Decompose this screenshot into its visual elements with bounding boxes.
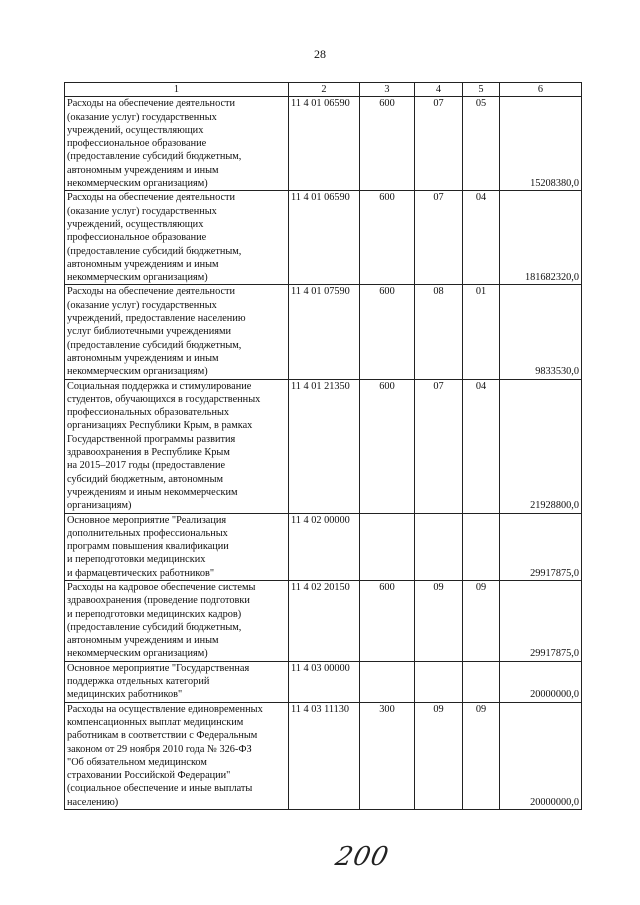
row-subsection — [463, 661, 500, 702]
table-row — [65, 285, 582, 379]
row-expense-type: 300 — [360, 702, 415, 809]
row-target-code: 11 4 02 20150 — [289, 580, 360, 661]
row-expense-type: 600 — [360, 285, 415, 379]
row-section — [415, 661, 463, 702]
column-header: 1 — [65, 83, 289, 97]
table-row — [65, 513, 582, 580]
row-amount: 9833530,0 — [500, 285, 582, 379]
row-target-code: 11 4 01 06590 — [289, 191, 360, 285]
table-row — [65, 661, 582, 702]
row-section: 09 — [415, 702, 463, 809]
row-description: Основное мероприятие "Государственная поддержка отдельных категорий медицинских работников" — [65, 661, 289, 702]
row-amount: 181682320,0 — [500, 191, 582, 285]
row-target-code: 11 4 01 06590 — [289, 97, 360, 191]
row-subsection: 05 — [463, 97, 500, 191]
row-description: Расходы на осуществление единовременных компенсационных выплат медицинским работникам в соответствии с Федеральным законом от 29 ноября 2010 года № 326-ФЗ "Об обязательном медицинском страховании Российской Федерации" (социальное обеспечение и иные выплаты населению) — [65, 702, 289, 809]
table-row — [65, 97, 582, 191]
row-target-code: 11 4 03 00000 — [289, 661, 360, 702]
row-description: Расходы на обеспечение деятельности (оказание услуг) государственных учреждений, осуществляющих профессиональное образование (предоставление субсидий бюджетным, автономным учреждениям и иным некоммерческим организациям) — [65, 97, 289, 191]
row-expense-type — [360, 661, 415, 702]
column-header: 3 — [360, 83, 415, 97]
table-body — [65, 97, 582, 810]
table-row — [65, 379, 582, 513]
column-header: 6 — [500, 83, 582, 97]
row-description: Расходы на обеспечение деятельности (оказание услуг) государственных учреждений, предоставление населению услуг библиотечными учреждениями (предоставление субсидий бюджетным, автономным учреждениям и иным некоммерческим организациям) — [65, 285, 289, 379]
table-header-row — [65, 83, 582, 97]
row-amount: 29917875,0 — [500, 513, 582, 580]
row-amount: 20000000,0 — [500, 702, 582, 809]
row-amount: 21928800,0 — [500, 379, 582, 513]
column-header: 4 — [415, 83, 463, 97]
row-section: 09 — [415, 580, 463, 661]
table-row — [65, 702, 582, 809]
row-target-code: 11 4 01 07590 — [289, 285, 360, 379]
row-section: 07 — [415, 97, 463, 191]
budget-table — [64, 82, 582, 810]
handwritten-page-mark: 200 — [332, 842, 392, 872]
row-description: Расходы на обеспечение деятельности (оказание услуг) государственных учреждений, осуществляющих профессиональное образование (предоставление субсидий бюджетным, автономным учреждениям и иным некоммерческим организациям) — [65, 191, 289, 285]
row-amount: 29917875,0 — [500, 580, 582, 661]
row-description: Основное мероприятие "Реализация дополнительных профессиональных программ повышения квалификации и переподготовки медицинских и фармацевтических работников" — [65, 513, 289, 580]
row-expense-type: 600 — [360, 580, 415, 661]
row-section: 07 — [415, 379, 463, 513]
table-row — [65, 580, 582, 661]
row-amount: 20000000,0 — [500, 661, 582, 702]
row-description: Расходы на кадровое обеспечение системы здравоохранения (проведение подготовки и переподготовки медицинских кадров) (предоставление субсидий бюджетным, автономным учреждениям и иным некоммерческим организациям) — [65, 580, 289, 661]
row-expense-type: 600 — [360, 379, 415, 513]
column-header: 5 — [463, 83, 500, 97]
row-section — [415, 513, 463, 580]
row-target-code: 11 4 02 00000 — [289, 513, 360, 580]
row-description: Социальная поддержка и стимулирование студентов, обучающихся в государственных профессиональных образовательных организациях Республики Крым, в рамках Государственной программы развития здравоохранения в Республике Крым на 2015–2017 годы (предоставление субсидий бюджетным, автономным учреждениям и иным некоммерческим организациям) — [65, 379, 289, 513]
row-subsection: 01 — [463, 285, 500, 379]
row-subsection: 04 — [463, 191, 500, 285]
row-amount: 15208380,0 — [500, 97, 582, 191]
row-subsection — [463, 513, 500, 580]
column-header: 2 — [289, 83, 360, 97]
row-expense-type — [360, 513, 415, 580]
row-subsection: 09 — [463, 580, 500, 661]
page-number: 28 — [314, 47, 326, 61]
table-row — [65, 191, 582, 285]
row-section: 07 — [415, 191, 463, 285]
row-expense-type: 600 — [360, 191, 415, 285]
row-subsection: 09 — [463, 702, 500, 809]
row-target-code: 11 4 01 21350 — [289, 379, 360, 513]
row-expense-type: 600 — [360, 97, 415, 191]
row-section: 08 — [415, 285, 463, 379]
row-target-code: 11 4 03 11130 — [289, 702, 360, 809]
row-subsection: 04 — [463, 379, 500, 513]
